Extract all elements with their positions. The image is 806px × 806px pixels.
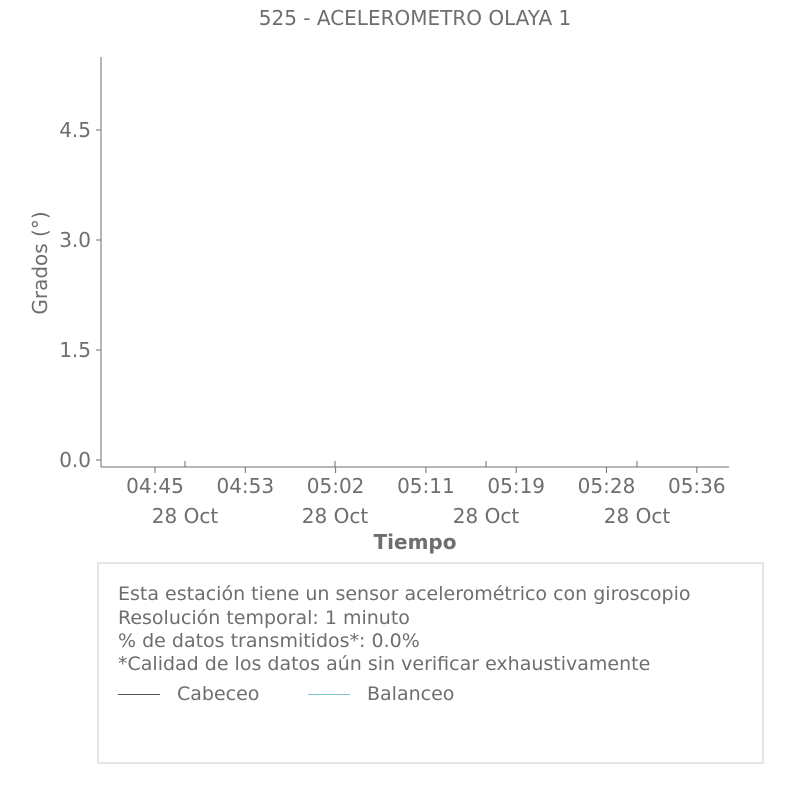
legend-description: Esta estación tiene un sensor acelerométrico con giroscopio [118, 583, 691, 605]
x-date-label: 28 Oct [151, 504, 219, 528]
y-tick-label: 3.0 [59, 228, 91, 252]
x-tick-label: 05:19 [487, 474, 546, 498]
x-axis-label: Tiempo [373, 530, 457, 554]
y-axis-label: Grados (°) [28, 211, 52, 315]
legend-swatch-cabeceo [118, 694, 160, 695]
x-date-label: 28 Oct [301, 504, 369, 528]
y-tick-label: 1.5 [59, 338, 91, 362]
x-tick-label: 04:45 [126, 474, 184, 498]
legend-box [97, 562, 764, 764]
legend-entry-balanceo [308, 683, 454, 705]
x-date-label: 28 Oct [452, 504, 520, 528]
legend-swatch-balanceo [308, 694, 350, 695]
y-ticks [59, 118, 101, 472]
legend-label-cabeceo: Cabeceo [177, 683, 260, 705]
x-ticks [126, 461, 725, 528]
x-tick-label: 05:28 [577, 474, 636, 498]
x-tick-label: 05:02 [306, 474, 365, 498]
chart-title: 525 - ACELEROMETRO OLAYA 1 [258, 6, 572, 30]
legend-resolution: Resolución temporal: 1 minuto [118, 607, 410, 629]
legend-entry-cabeceo [118, 683, 259, 705]
x-tick-label: 05:36 [667, 474, 726, 498]
legend-transmitted: % de datos transmitidos*: 0.0% [118, 630, 420, 652]
x-tick-label: 05:11 [397, 474, 455, 498]
legend-quality-note: *Calidad de los datos aún sin verificar exhaustivamente [118, 653, 651, 675]
y-tick-label: 4.5 [59, 118, 91, 142]
y-tick-label: 0.0 [59, 448, 91, 472]
legend-label-balanceo: Balanceo [367, 683, 455, 705]
x-tick-label: 04:53 [216, 474, 275, 498]
x-date-label: 28 Oct [603, 504, 671, 528]
